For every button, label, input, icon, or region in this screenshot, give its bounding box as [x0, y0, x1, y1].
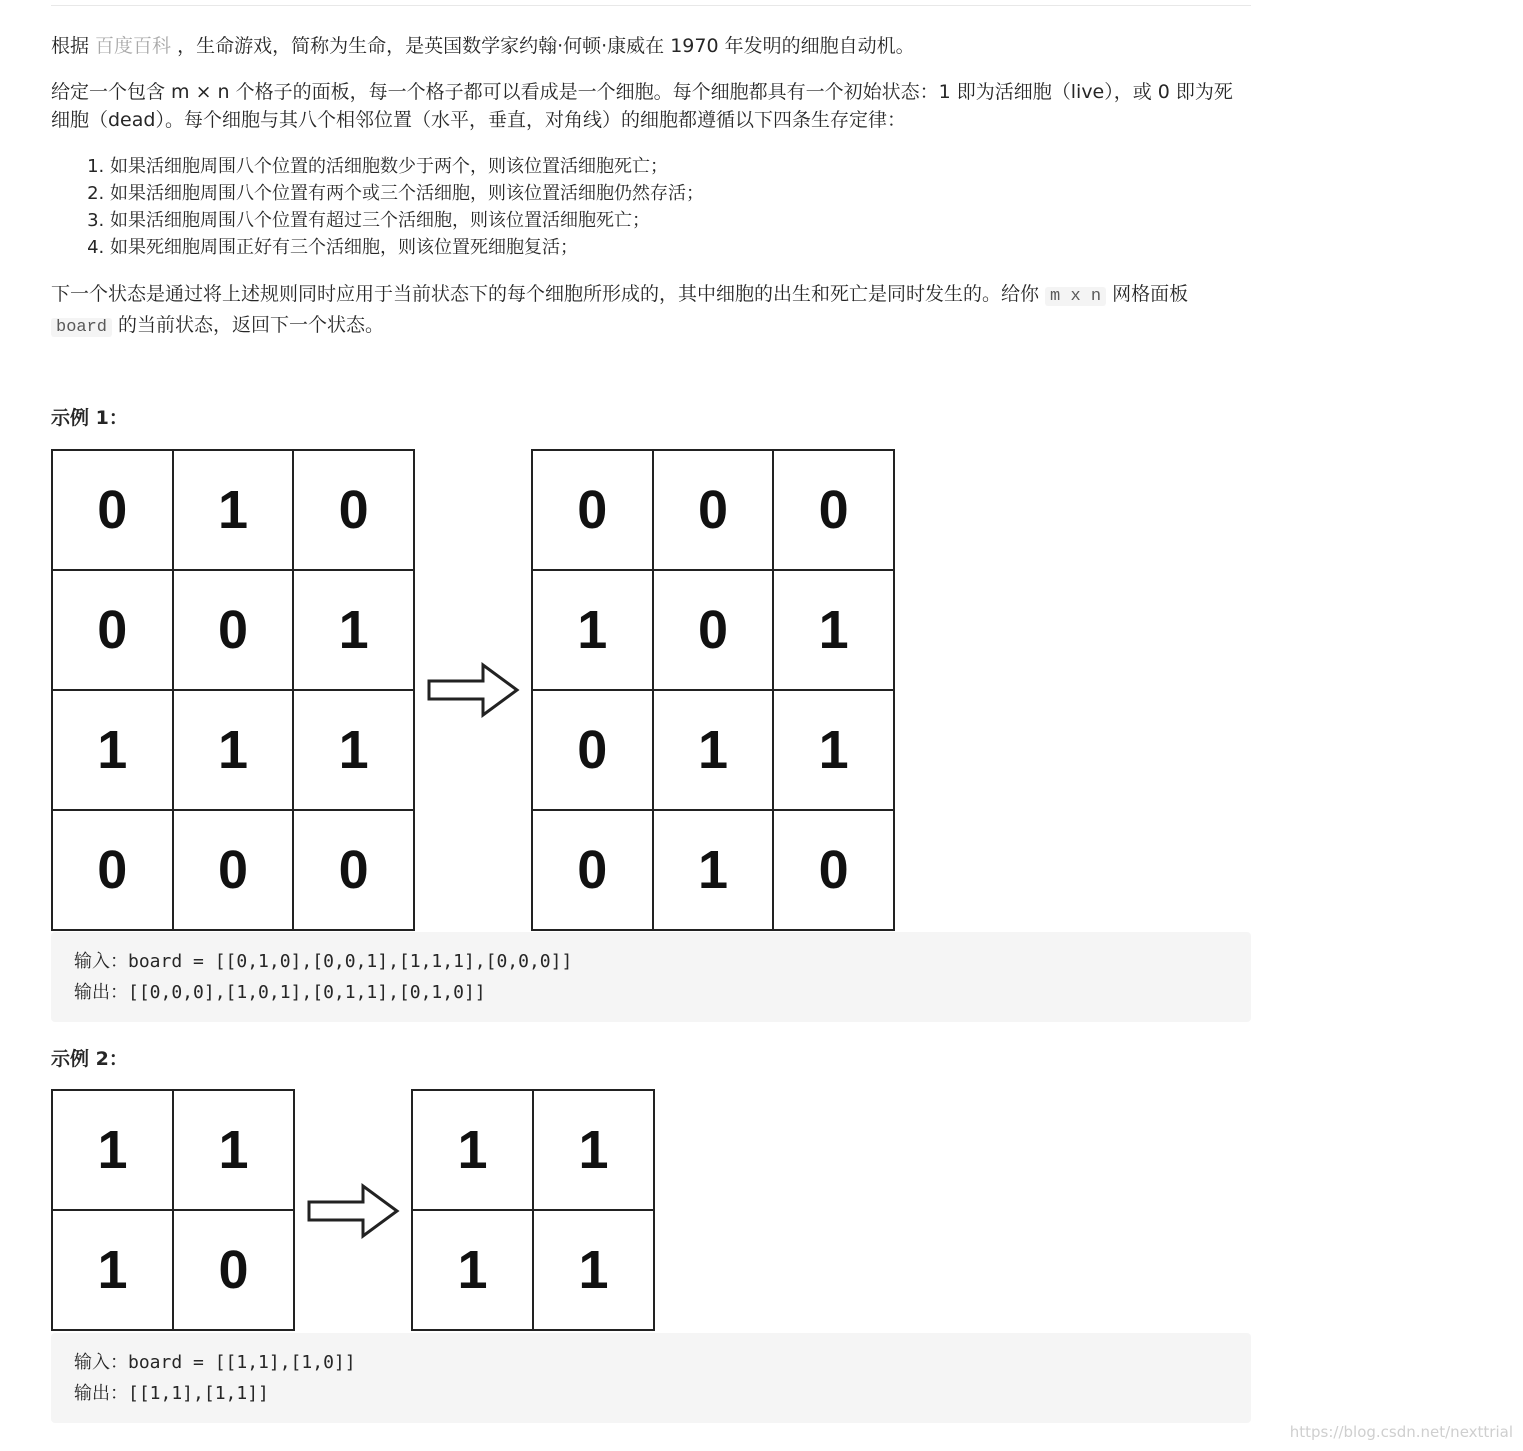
- code-m-x-n: m x n: [1045, 287, 1106, 306]
- example-1-input-grid: [51, 449, 415, 931]
- grid-cell: 1: [534, 1091, 655, 1211]
- grid-cell: 1: [174, 691, 295, 811]
- grid-cell: 0: [53, 571, 174, 691]
- grid-cell: 1: [413, 1091, 534, 1211]
- grid-cell: 1: [294, 571, 415, 691]
- grid-cell: 0: [174, 811, 295, 931]
- grid-cell: 0: [533, 691, 654, 811]
- grid-cell: 1: [174, 451, 295, 571]
- example-1-output-grid: [531, 449, 895, 931]
- grid-cell: 1: [654, 691, 775, 811]
- rule-item: 2. 如果活细胞周围八个位置有两个或三个活细胞，则该位置活细胞仍然存活；: [110, 180, 704, 207]
- baidu-baike-link[interactable]: 百度百科: [95, 35, 172, 57]
- task-text-after: 的当前状态，返回下一个状态。: [112, 314, 385, 336]
- rule-item: 1. 如果活细胞周围八个位置的活细胞数少于两个，则该位置活细胞死亡；: [110, 153, 704, 180]
- grid-cell: 0: [53, 811, 174, 931]
- intro-paragraph: [51, 32, 1246, 60]
- example-2-title: 示例 2：: [51, 1048, 128, 1070]
- grid-cell: 0: [294, 811, 415, 931]
- rule-item: 4. 如果死细胞周围正好有三个活细胞，则该位置死细胞复活；: [110, 234, 704, 261]
- task-paragraph: [51, 280, 1246, 342]
- grid-cell: 1: [174, 1091, 295, 1211]
- grid-cell: 1: [534, 1211, 655, 1331]
- grid-cell: 0: [774, 811, 895, 931]
- right-arrow-icon: [426, 662, 520, 718]
- board-description-paragraph: 给定一个包含 m × n 个格子的面板，每一个格子都可以看成是一个细胞。每个细胞都具有一个初始状态：1 即为活细胞（live），或 0 即为死细胞（dead）。每个细胞与其八个相邻位置（水平，垂直，对角线）的细胞都遵循以下四条生存定律：: [51, 81, 1233, 131]
- example-1-title: 示例 1：: [51, 407, 128, 429]
- intro-prefix: 根据: [51, 35, 96, 57]
- example-2-input-grid: [51, 1089, 295, 1331]
- grid-cell: 1: [413, 1211, 534, 1331]
- grid-cell: 0: [533, 811, 654, 931]
- grid-cell: 1: [53, 1091, 174, 1211]
- grid-cell: 0: [174, 571, 295, 691]
- grid-cell: 1: [533, 571, 654, 691]
- grid-cell: 0: [294, 451, 415, 571]
- example-1-input-line: 输入：board = [[0,1,0],[0,0,1],[1,1,1],[0,0,0]]: [74, 951, 573, 972]
- grid-cell: 1: [53, 691, 174, 811]
- grid-cell: 0: [533, 451, 654, 571]
- rule-item: 3. 如果活细胞周围八个位置有超过三个活细胞，则该位置活细胞死亡；: [110, 207, 704, 234]
- grid-cell: 1: [654, 811, 775, 931]
- example-2-input-line: 输入：board = [[1,1],[1,0]]: [74, 1352, 356, 1373]
- grid-cell: 1: [774, 691, 895, 811]
- grid-cell: 1: [53, 1211, 174, 1331]
- intro-suffix: ，生命游戏，简称为生命，是英国数学家约翰·何顿·康威在 1970 年发明的细胞自动机。: [171, 35, 915, 57]
- rules-list: [51, 153, 704, 261]
- grid-cell: 0: [774, 451, 895, 571]
- example-1-code-block: [51, 932, 1251, 1022]
- task-text-middle: 网格面板: [1106, 283, 1189, 305]
- task-text-before: 下一个状态是通过将上述规则同时应用于当前状态下的每个细胞所形成的，其中细胞的出生和死亡是同时发生的。给你: [51, 283, 1046, 305]
- example-2-output-grid: [411, 1089, 655, 1331]
- top-divider: [51, 5, 1251, 6]
- example-2-code-block: [51, 1333, 1251, 1423]
- grid-cell: 0: [53, 451, 174, 571]
- example-1-output-line: 输出：[[0,0,0],[1,0,1],[0,1,1],[0,1,0]]: [74, 982, 486, 1003]
- right-arrow-icon: [306, 1183, 400, 1239]
- grid-cell: 1: [774, 571, 895, 691]
- grid-cell: 0: [654, 451, 775, 571]
- watermark: https://blog.csdn.net/nexttrial: [1289, 1423, 1513, 1441]
- grid-cell: 0: [654, 571, 775, 691]
- code-board: board: [51, 318, 112, 337]
- grid-cell: 1: [294, 691, 415, 811]
- grid-cell: 0: [174, 1211, 295, 1331]
- example-2-output-line: 输出：[[1,1],[1,1]]: [74, 1383, 269, 1404]
